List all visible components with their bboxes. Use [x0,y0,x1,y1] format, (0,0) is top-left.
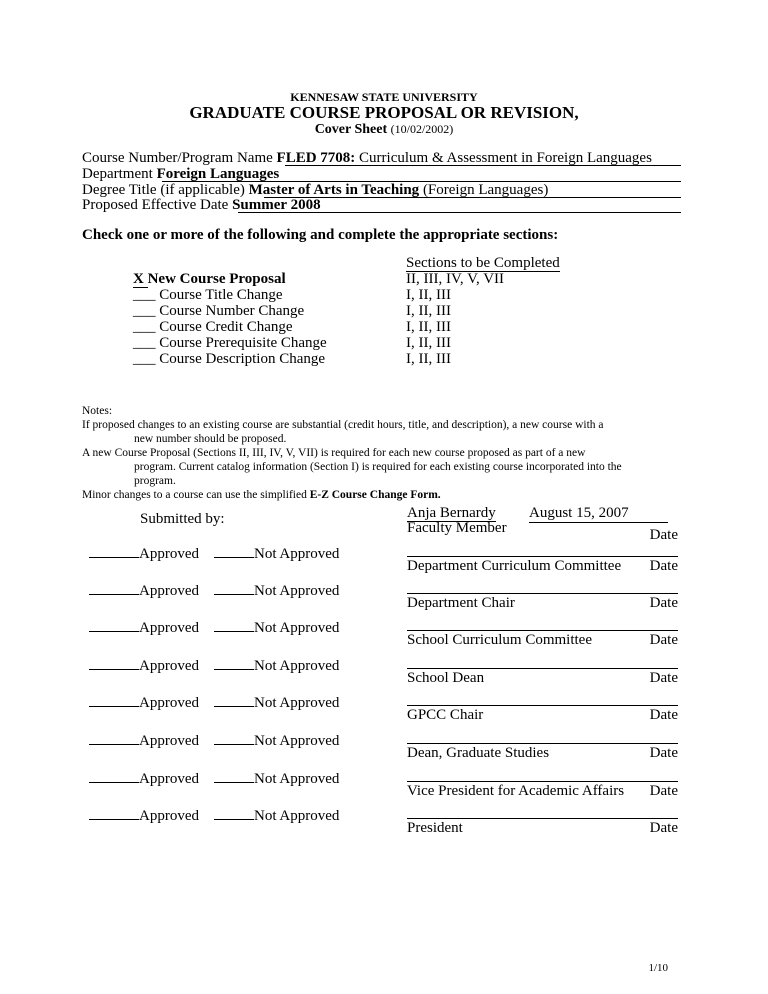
effective-date-line [82,197,681,214]
approved-label: Approved [139,695,199,711]
not-approved-label: Not Approved [254,583,340,599]
signer-title: School Dean [407,670,485,686]
not-approved-blank[interactable] [214,692,254,707]
not-approved-option[interactable] [214,692,339,712]
signer-title: GPCC Chair [407,707,484,723]
not-approved-label: Not Approved [254,695,340,711]
notes-line: A new Course Proposal (Sections II, III, IV, V, VII) is required for each new course proposed as part of a new [82,447,586,459]
approved-label: Approved [139,733,199,749]
notes-line: If proposed changes to an existing course are substantial (credit hours, title, and description), a new course with a [82,419,604,431]
signature-line[interactable] [407,630,678,631]
option-credit-change[interactable] [133,319,293,335]
option-label: Course Title Change [159,287,283,303]
not-approved-option[interactable] [214,580,339,600]
option-sections: I, II, III [406,287,451,303]
option-sections: II, III, IV, V, VII [406,271,505,287]
option-mark: ___ [133,287,156,303]
degree-title-underline [264,182,681,198]
signer-date-label: Date [649,820,678,836]
course-number-underline [285,150,681,166]
approved-label: Approved [139,546,199,562]
option-sections: I, II, III [406,335,451,351]
not-approved-option[interactable] [214,543,339,563]
signer-title: Department Curriculum Committee [407,558,622,574]
option-prerequisite-change[interactable] [133,335,327,351]
option-mark: ___ [133,319,156,335]
approved-blank[interactable] [89,580,139,595]
course-number-line [82,150,681,167]
option-sections: I, II, III [406,351,451,367]
not-approved-option[interactable] [214,655,339,675]
not-approved-option[interactable] [214,730,339,750]
not-approved-option[interactable] [214,617,339,637]
signer-title: Dean, Graduate Studies [407,745,550,761]
approved-label: Approved [139,658,199,674]
signer-date-label: Date [649,558,678,574]
signature-line[interactable] [407,781,678,782]
signature-line[interactable] [407,818,678,819]
option-mark: ___ [133,303,156,319]
department-value: Foreign Languages [156,166,280,182]
faculty-date-label: Date [649,527,678,543]
option-label: Course Description Change [159,351,326,367]
not-approved-blank[interactable] [214,768,254,783]
faculty-member-label [407,520,678,543]
option-label: Course Number Change [159,303,305,319]
not-approved-blank[interactable] [214,580,254,595]
approved-option[interactable] [89,580,199,600]
signature-line[interactable] [407,593,678,594]
notes-line [82,488,441,502]
approved-option[interactable] [89,543,199,563]
not-approved-blank[interactable] [214,805,254,820]
option-sections: I, II, III [406,303,451,319]
signer-label [407,820,678,837]
submitted-date: August 15, 2007 [529,505,668,523]
signer-label [407,595,678,612]
submitted-by-label: Submitted by: [140,511,225,527]
course-code: FLED 7708: [276,150,356,166]
notes-line: program. [134,475,176,487]
signature-line[interactable] [407,668,678,669]
not-approved-option[interactable] [214,768,339,788]
not-approved-label: Not Approved [254,733,340,749]
signer-date-label: Date [649,670,678,686]
department-underline [162,166,681,182]
signer-title: School Curriculum Committee [407,632,592,648]
approved-option[interactable] [89,805,199,825]
approved-option[interactable] [89,730,199,750]
notes-line: program. Current catalog information (Section I) is required for each existing course incorporated into the [134,461,622,473]
submitter-name-text: Anja Bernardy [407,505,496,521]
page-number: 1/10 [648,962,668,974]
not-approved-blank[interactable] [214,730,254,745]
course-name: Curriculum & Assessment in Foreign Languages [355,150,652,166]
department-label: Department [82,166,157,182]
effective-date-underline [238,197,681,213]
option-mark: X [133,271,148,287]
not-approved-label: Not Approved [254,771,340,787]
ez-form-link: E-Z Course Change Form. [309,489,441,501]
option-label: Course Prerequisite Change [159,335,327,351]
sections-header: Sections to be Completed [406,255,560,271]
not-approved-label: Not Approved [254,546,340,562]
signer-label [407,632,678,649]
not-approved-label: Not Approved [254,808,340,824]
option-label: New Course Proposal [147,271,286,287]
degree-title-extra: (Foreign Languages) [419,182,549,198]
signer-label [407,670,678,687]
signer-date-label: Date [649,632,678,648]
approved-option[interactable] [89,655,199,675]
option-mark: ___ [133,335,156,351]
approved-blank[interactable] [89,543,139,558]
approved-label: Approved [139,808,199,824]
approved-label: Approved [139,620,199,636]
option-number-change[interactable] [133,303,304,319]
approved-blank[interactable] [89,692,139,707]
notes-line: new number should be proposed. [134,433,287,445]
signer-date-label: Date [649,745,678,761]
degree-title-label: Degree Title (if applicable) [82,182,249,198]
cover-sheet-line [0,122,768,138]
signer-title: Vice President for Academic Affairs [407,783,625,799]
approved-label: Approved [139,583,199,599]
check-heading: Check one or more of the following and complete the appropriate sections: [82,227,559,243]
not-approved-label: Not Approved [254,620,340,636]
signer-label [407,745,678,762]
approved-label: Approved [139,771,199,787]
not-approved-label: Not Approved [254,658,340,674]
approved-option[interactable] [89,768,199,788]
option-mark: ___ [133,351,156,367]
department-line [82,166,681,183]
signature-line[interactable] [407,556,678,557]
not-approved-blank[interactable] [214,617,254,632]
approved-option[interactable] [89,617,199,637]
signer-date-label: Date [649,707,678,723]
notes-heading: Notes: [82,405,113,417]
degree-title-value: Master of Arts in Teaching [248,182,420,198]
form-title: GRADUATE COURSE PROPOSAL OR REVISION, [189,103,579,122]
approved-blank[interactable] [89,617,139,632]
option-title-change[interactable] [133,287,283,303]
faculty-role: Faculty Member [407,520,507,536]
effective-date-label: Proposed Effective Date [82,197,233,213]
cover-sheet-date: (10/02/2002) [390,122,454,136]
signer-date-label: Date [649,595,678,611]
signer-date-label: Date [649,783,678,799]
option-description-change[interactable] [133,351,325,367]
notes-minor-text: Minor changes to a course can use the simplified [82,489,310,501]
not-approved-blank[interactable] [214,543,254,558]
signer-title: President [407,820,463,836]
signer-label [407,707,678,724]
university-name: KENNESAW STATE UNIVERSITY [290,90,478,104]
not-approved-blank[interactable] [214,655,254,670]
option-new-course[interactable] [133,271,286,287]
signature-line[interactable] [407,743,678,744]
approved-option[interactable] [89,692,199,712]
approved-blank[interactable] [89,730,139,745]
signer-label [407,558,678,575]
signature-line[interactable] [407,705,678,706]
signer-title: Department Chair [407,595,515,611]
effective-date-value: Summer 2008 [232,197,321,213]
signer-label [407,783,678,800]
approved-blank[interactable] [89,655,139,670]
not-approved-option[interactable] [214,805,339,825]
course-number-label: Course Number/Program Name [82,150,277,166]
approved-blank[interactable] [89,805,139,820]
approved-blank[interactable] [89,768,139,783]
option-sections: I, II, III [406,319,451,335]
cover-sheet-label: Cover Sheet [314,122,388,137]
option-label: Course Credit Change [159,319,293,335]
